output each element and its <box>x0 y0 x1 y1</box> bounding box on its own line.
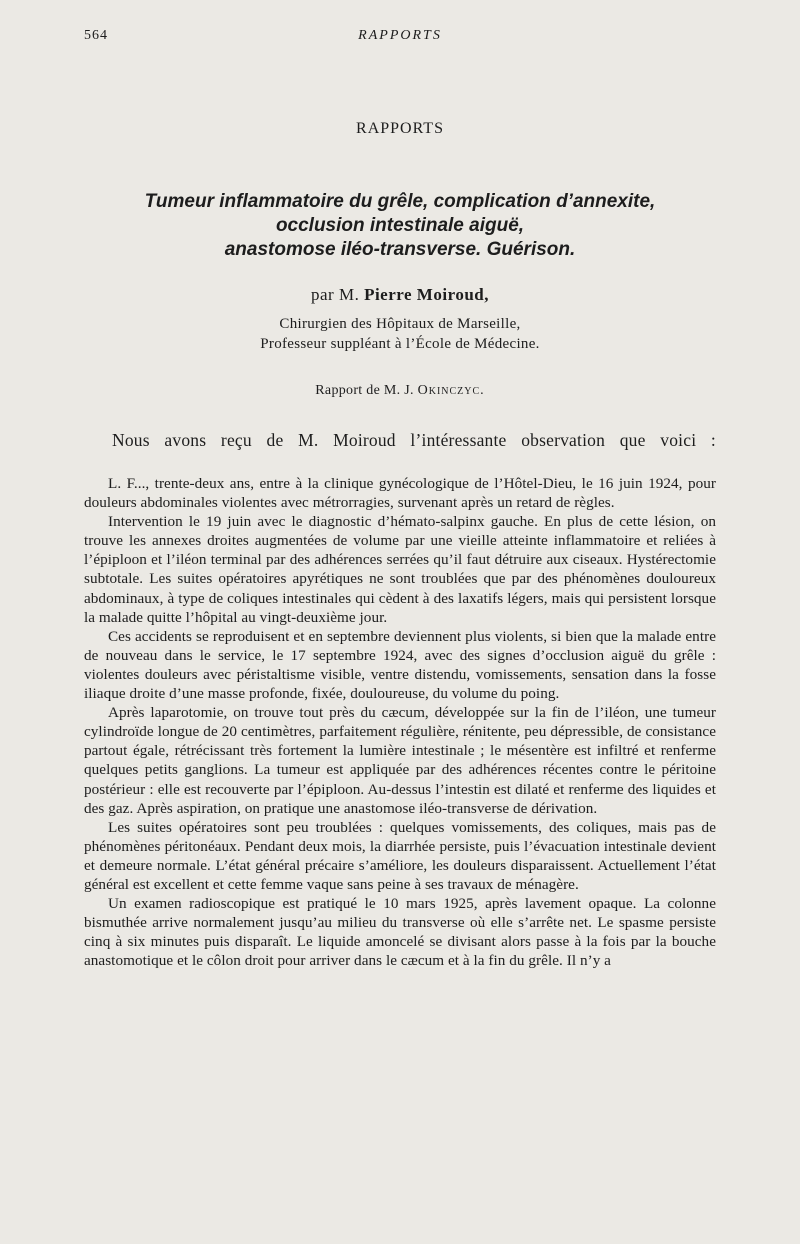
page-number: 564 <box>84 28 108 43</box>
byline-prefix: par M. <box>311 285 360 304</box>
intro-sentence: Nous avons reçu de M. Moiroud l’intéressante observation que voici : <box>112 430 716 450</box>
affiliation-line-2: Professeur suppléant à l’École de Médecine. <box>260 336 540 352</box>
paragraph-1: L. F..., trente-deux ans, entre à la clinique gynécologique de l’Hôtel-Dieu, le 16 juin 1924, pour douleurs abdominales violentes avec métrorragies, survenant après un retard de règles. <box>84 475 716 512</box>
article-title-line-2: occlusion intestinale aiguë, <box>275 215 525 236</box>
running-head <box>84 28 716 48</box>
report-prefix: Rapport de M. J. <box>315 383 414 398</box>
article-title-line-3: anastomose iléo-transverse. Guérison. <box>224 239 576 260</box>
report-attribution <box>0 383 800 399</box>
paragraph-6: Un examen radioscopique est pratiqué le 10 mars 1925, après lavement opaque. La colonne bismuthée arrive normalement jusqu’au milieu du transverse où elle s’arrête net. Le spasme persiste cinq à six minutes puis disparaît. Le liquide amoncelé se divisant alors passe à la fois par la bouche anastomotique et le côlon droit pour arriver dans le cæcum et à la fin du grêle. Il n’y a <box>84 895 716 970</box>
paragraph-2: Intervention le 19 juin avec le diagnostic d’hémato-salpinx gauche. En plus de cette lésion, on trouve les annexes droites augmentées de volume par une vieille atteinte inflammatoire et reliées à l’épiploon et l’iléon terminal par des adhérences serrées qu’il faut détruire aux ciseaux. Hystérectomie subtotale. Les suites opératoires apyrétiques ne sont troublées que par des phénomènes douloureux abdominaux, à type de coliques intestinales qui cèdent à des laxatifs légers, mais qui persistent lorsque la malade quitte l’hôpital au vingt-deuxième jour. <box>84 513 716 626</box>
article-title <box>80 190 720 262</box>
author-name: Pierre Moiroud, <box>364 285 489 304</box>
author-affiliation <box>0 314 800 354</box>
article-title-line-1: Tumeur inflammatoire du grêle, complication d’annexite, <box>144 191 656 212</box>
byline <box>0 285 800 305</box>
paragraph-5: Les suites opératoires sont peu troublées : quelques vomissements, des coliques, mais pas de phénomènes péritonéaux. Pendant deux mois, la diarrhée persiste, puis l’évacuation intestinale devient et demeure normale. L’état général précaire s’améliore, les douleurs disparaissent. Actuellement l’état général est excellent et cette femme vaque sans peine à ses travaux de ménagère. <box>84 818 716 893</box>
affiliation-line-1: Chirurgien des Hôpitaux de Marseille, <box>279 316 521 332</box>
paragraph-3: Ces accidents se reproduisent et en septembre deviennent plus violents, si bien que la malade entre de nouveau dans le service, le 17 septembre 1924, avec des signes d’occlusion aiguë du grêle : violentes douleurs avec péristaltisme visible, ventre distendu, vomissements, sensation dans la fosse iliaque droite d’une masse profonde, fixée, douloureuse, du volume du poing. <box>84 627 716 703</box>
report-author: Okinczyc. <box>417 383 485 398</box>
paragraph-4: Après laparotomie, on trouve tout près du cæcum, développée sur la fin de l’iléon, une tumeur cylindroïde longue de 20 centimètres, parfaitement régulière, rénitente, peu dépressible, de consistance partout égale, rétrécissant très fortement la lumière intestinale ; le mésentère est infiltré et renferme quelques petits ganglions. La tumeur est appliquée par des adhérences récentes contre le péritoine postérieur : elle est recouverte par l’épiploon. Au-dessus l’intestin est dilaté et renferme des liquides et des gaz. Après aspiration, on pratique une anastomose iléo-transverse de dérivation. <box>84 704 716 817</box>
body-text <box>84 474 716 970</box>
section-title: RAPPORTS <box>356 120 444 137</box>
running-title: RAPPORTS <box>358 28 442 43</box>
